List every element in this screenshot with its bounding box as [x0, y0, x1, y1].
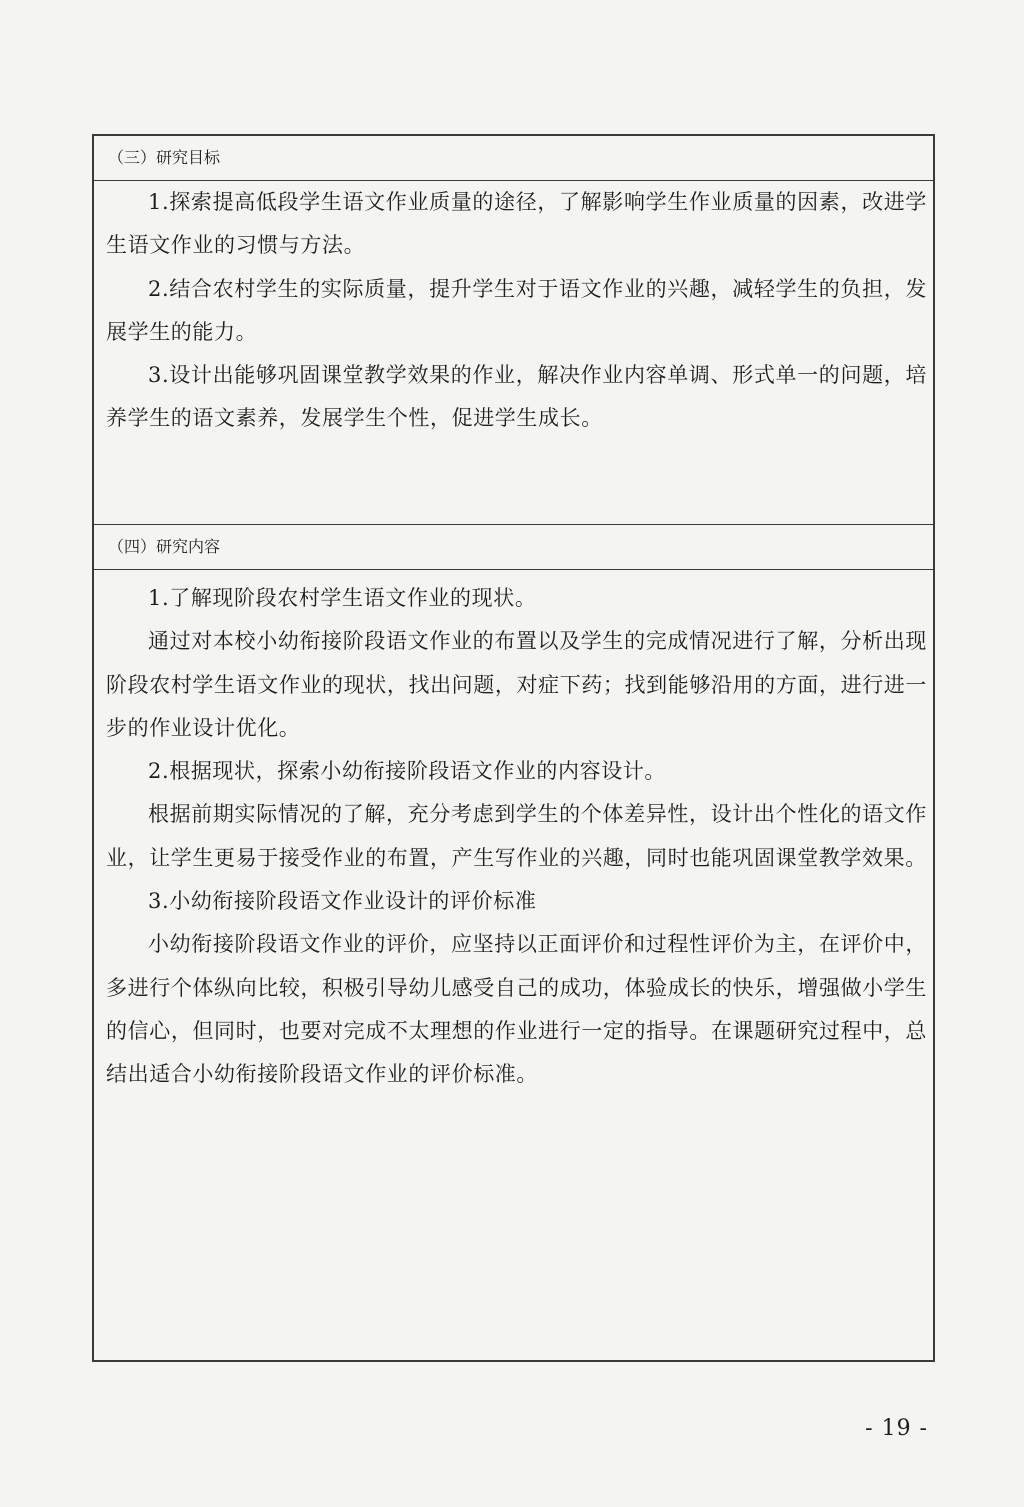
document-table — [92, 134, 935, 1362]
paragraph: 小幼衔接阶段语文作业的评价，应坚持以正面评价和过程性评价为主，在评价中，多进行个体纵向比较，积极引导幼儿感受自己的成功，体验成长的快乐，增强做小学生的信心，但同时，也要对完成不太理想的作业进行一定的指导。在课题研究过程中，总结出适合小幼衔接阶段语文作业的评价标准。 — [106, 932, 927, 1087]
section-heading-research-goals: （三）研究目标 — [94, 136, 933, 181]
paragraph: 1.探索提高低段学生语文作业质量的途径，了解影响学生作业质量的因素，改进学生语文作业的习惯与方法。 — [106, 190, 927, 258]
page-number: - 19 - — [865, 1416, 928, 1441]
section-body-research-content — [94, 577, 933, 1097]
paragraph: 根据前期实际情况的了解，充分考虑到学生的个体差异性，设计出个性化的语文作业，让学生更易于接受作业的布置，产生写作业的兴趣，同时也能巩固课堂教学效果。 — [106, 802, 927, 870]
paragraph: 3.设计出能够巩固课堂教学效果的作业，解决作业内容单调、形式单一的问题，培养学生的语文素养，发展学生个性，促进学生成长。 — [106, 363, 927, 431]
paragraph: 2.根据现状，探索小幼衔接阶段语文作业的内容设计。 — [148, 759, 667, 784]
paragraph: 通过对本校小幼衔接阶段语文作业的布置以及学生的完成情况进行了解，分析出现阶段农村学生语文作业的现状，找出问题，对症下药；找到能够沿用的方面，进行进一步的作业设计优化。 — [106, 629, 927, 740]
paragraph: 3.小幼衔接阶段语文作业设计的评价标准 — [148, 889, 537, 914]
paragraph: 2.结合农村学生的实际质量，提升学生对于语文作业的兴趣，减轻学生的负担，发展学生的能力。 — [106, 276, 927, 344]
paragraph: 1.了解现阶段农村学生语文作业的现状。 — [148, 586, 537, 610]
section-heading-research-content: （四）研究内容 — [94, 525, 933, 570]
section-body-research-goals — [94, 181, 933, 441]
